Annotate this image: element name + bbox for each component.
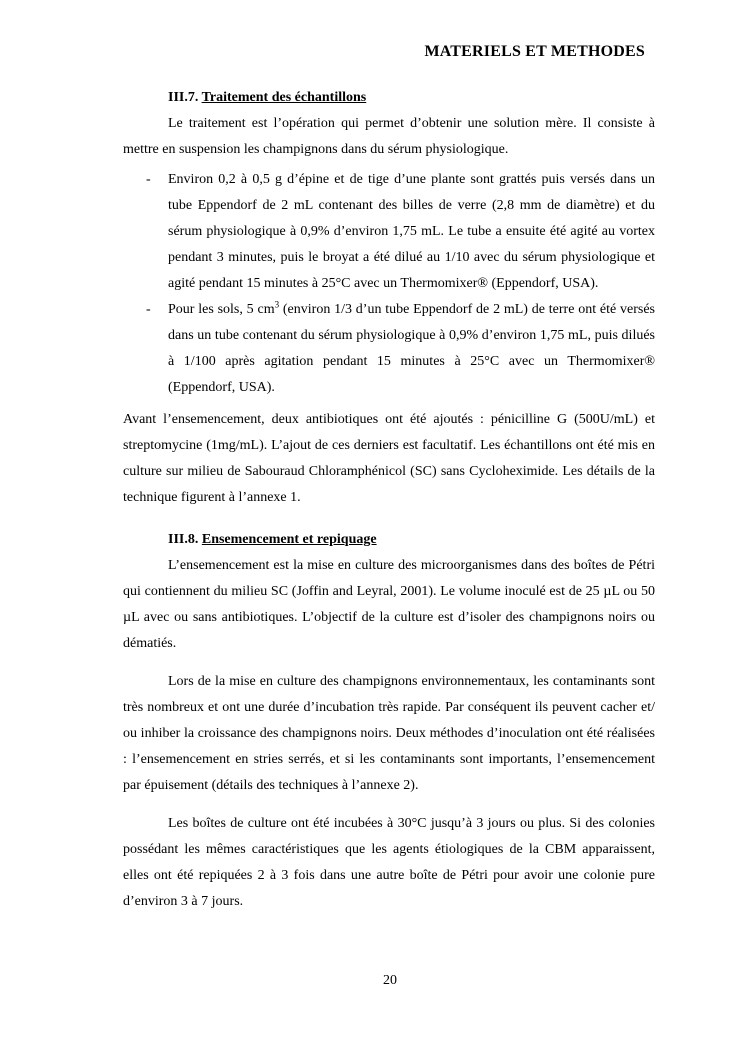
section-heading-3-7 [123, 85, 655, 111]
section-title: Traitement des échantillons [201, 90, 367, 105]
superscript-3: 3 [274, 299, 280, 310]
list-item [146, 297, 656, 401]
paragraph-body: Les boîtes de culture ont été incubées à 30°C jusqu’à 3 jours ou plus. Si des colonies possédant les mêmes caractéristiques que les agents étiologiques de la CBM apparaissent, elles ont été repiquées 2 à 3 fois dans une autre boîte de Pétri pour avoir une colonie pure d’environ 3 à 7 jours. [123, 816, 655, 909]
method-list [123, 167, 655, 401]
page-number: 20 [383, 973, 397, 988]
section-title: Ensemencement et repiquage [201, 532, 377, 547]
list-item-text: Environ 0,2 à 0,5 g d’épine et de tige d’une plante sont grattés puis versés dans un tube Eppendorf de 2 mL contenant des billes de verre (2,8 mm de diamètre) et du sérum physiologique à 0,9% d’environ 1,75 mL. Le tube a ensuite été agité au vortex pendant 3 minutes, puis le broyat a été dilué au 1/10 avec du sérum physiologique et agité pendant 15 minutes à 25°C avec un Thermomixer® (Eppendorf, USA). [168, 172, 655, 291]
paragraph-antibiotics: Avant l’ensemencement, deux antibiotiques ont été ajoutés : pénicilline G (500U/mL) et streptomycine (1mg/mL). L’ajout de ces derniers est facultatif. Les échantillons ont été mis en culture sur milieu de Sabouraud Chloramphénicol (SC) sans Cycloheximide. Les détails de la technique figurent à l’annexe 1. [123, 412, 655, 505]
list-item-text-start: Pour les sols, 5 cm [168, 302, 275, 317]
section-number: III.7. [168, 90, 199, 105]
section-number: III.8. [168, 532, 199, 547]
page-content [123, 85, 655, 915]
paragraph-body: L’ensemencement est la mise en culture des microorganismes dans des boîtes de Pétri qui contiennent du milieu SC (Joffin and Leyral, 2001). Le volume inoculé est de 25 µL ou 50 µL avec ou sans antibiotiques. L’objectif de la culture est d’isoler des champignons noirs ou dématiés. [123, 558, 655, 651]
dash-marker: - [146, 172, 151, 187]
dash-marker: - [146, 302, 151, 317]
section-heading-3-8 [123, 527, 655, 553]
running-header: MATERIELS ET METHODES [424, 43, 645, 60]
list-item-text-end: (environ 1/3 d’un tube Eppendorf de 2 mL) de terre ont été versés dans un tube contenant du sérum physiologique à 0,9% d’environ 1,75 mL, puis dilués à 1/100 après agitation pendant 15 minutes à 25°C avec un Thermomixer® (Eppendorf, USA). [168, 302, 656, 395]
paragraph-intro: Le traitement est l’opération qui permet d’obtenir une solution mère. Il consiste à mettre en suspension les champignons dans du sérum physiologique. [123, 116, 655, 157]
list-item [146, 167, 655, 297]
paragraph-body: Lors de la mise en culture des champignons environnementaux, les contaminants sont très nombreux et ont une durée d’incubation très rapide. Par conséquent ils peuvent cacher et/ ou inhiber la croissance des champignons noirs. Deux méthodes d’inoculation ont été réalisées : l’ensemencement en stries serrés, et si les contaminants sont importants, l’ensemencement par épuisement (détails des techniques à l’annexe 2). [123, 674, 655, 793]
